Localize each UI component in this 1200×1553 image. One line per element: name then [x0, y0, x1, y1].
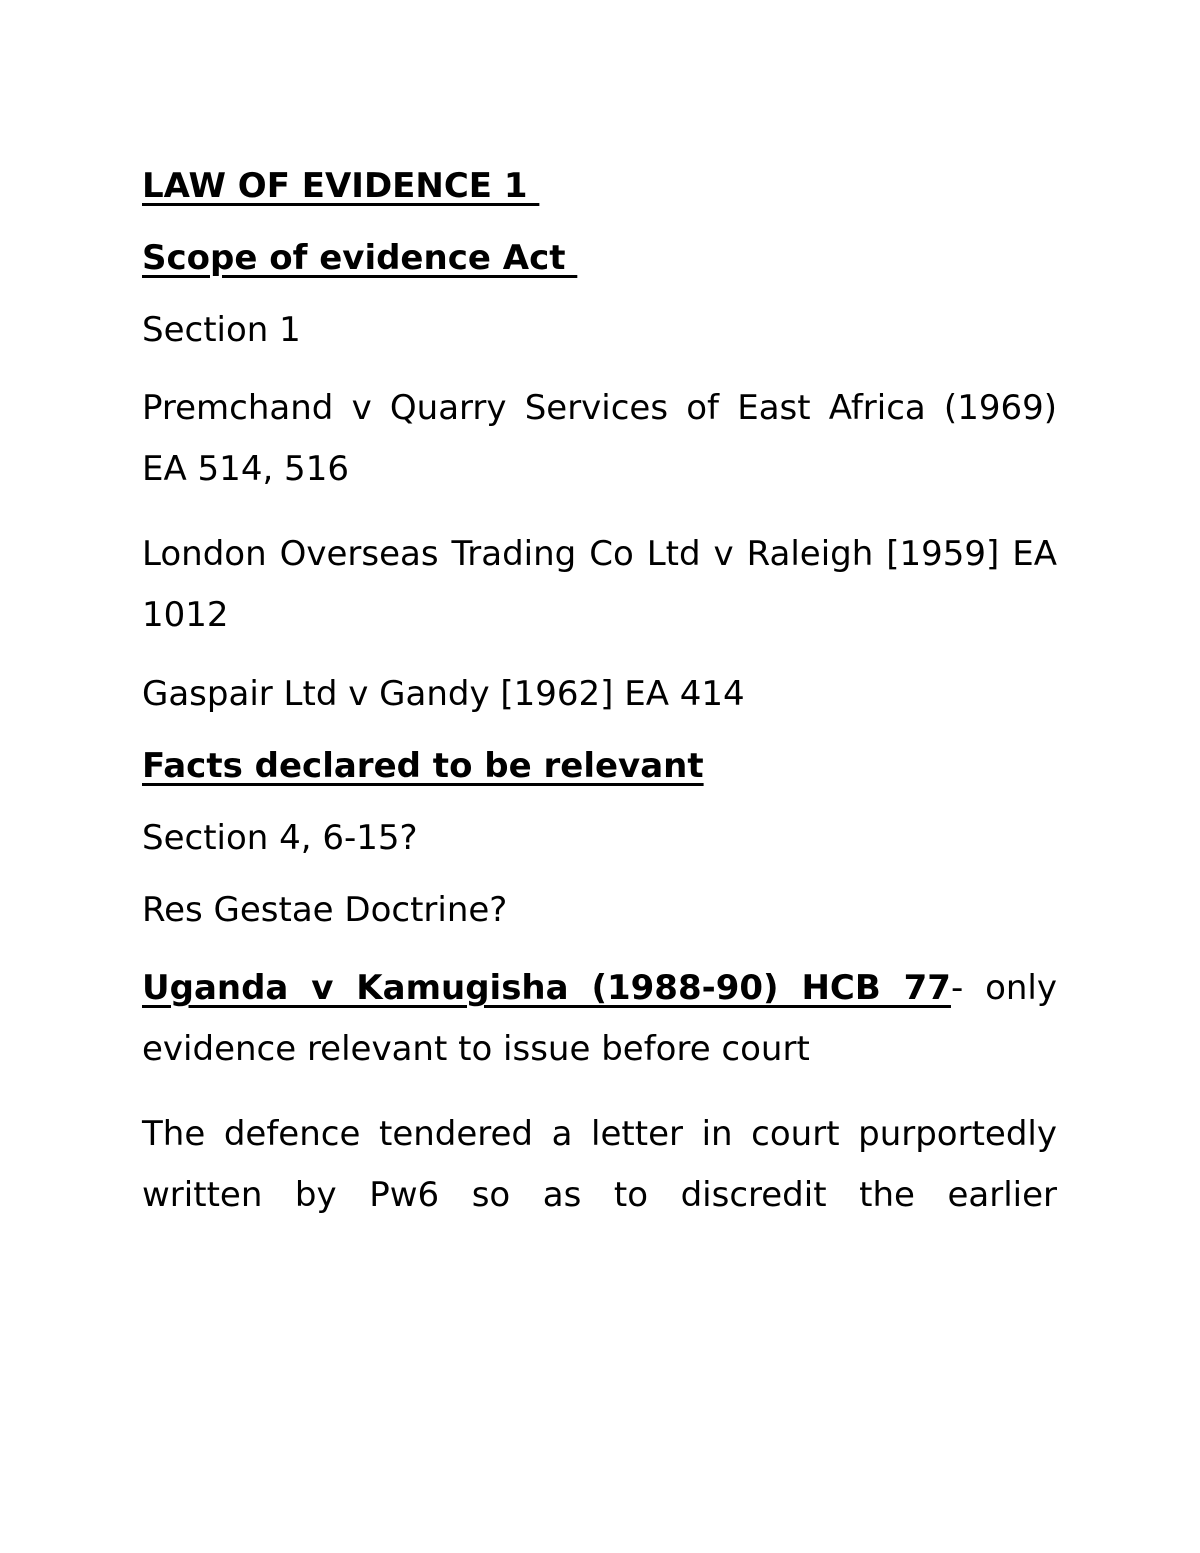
- case-premchand: Premchand v Quarry Services of East Africa (1969) EA 514, 516: [142, 388, 1057, 489]
- case-london-overseas: London Overseas Trading Co Ltd v Raleigh [1959] EA 1012: [142, 534, 1057, 635]
- facts-heading-paragraph: [142, 742, 1057, 790]
- section-1-text: Section 1: [142, 310, 301, 350]
- res-gestae-text: Res Gestae Doctrine?: [142, 890, 508, 930]
- case-gaspair: Gaspair Ltd v Gandy [1962] EA 414: [142, 674, 745, 714]
- document-title-paragraph: [142, 162, 1057, 210]
- document-title: LAW OF EVIDENCE 1: [142, 166, 540, 206]
- defence-paragraph: The defence tendered a letter in court purportedly written by Pw6 so as to discredit the earlier: [142, 1114, 1057, 1215]
- scope-heading: Scope of evidence Act: [142, 238, 578, 278]
- uganda-case-note: - only evidence relevant to issue before court: [142, 968, 1057, 1069]
- uganda-case-ref: Uganda v Kamugisha (1988-90) HCB 77: [142, 968, 951, 1008]
- uganda-case-paragraph: [142, 958, 1057, 1080]
- section-4-text: Section 4, 6-15?: [142, 818, 418, 858]
- facts-heading: Facts declared to be relevant: [142, 746, 704, 786]
- scope-heading-paragraph: [142, 234, 1057, 282]
- document-page: [142, 162, 1057, 1250]
